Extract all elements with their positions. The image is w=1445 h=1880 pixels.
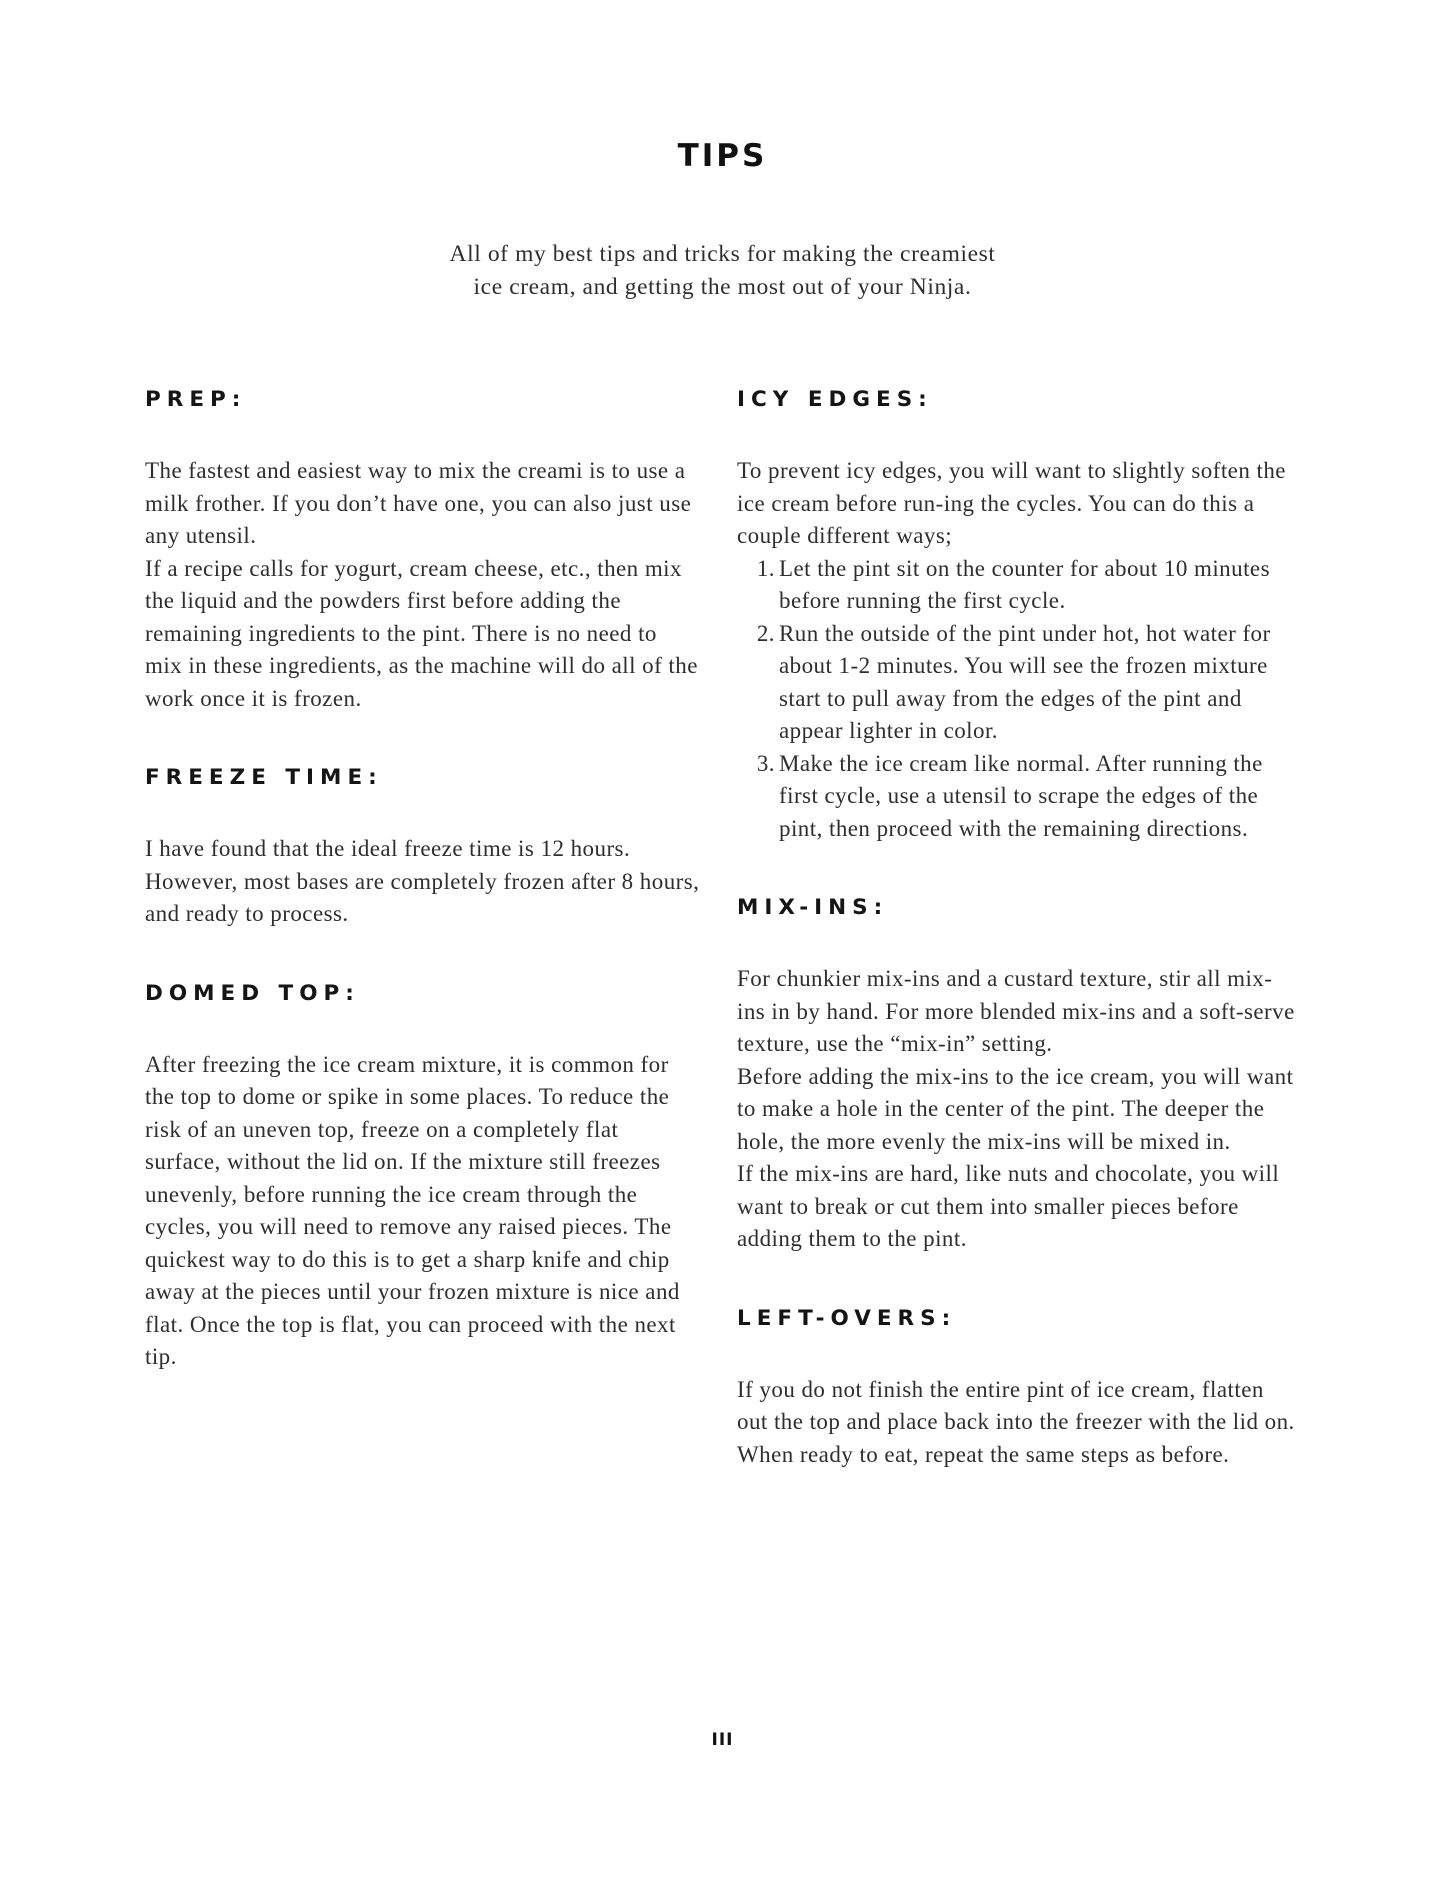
page-title: TIPS xyxy=(677,138,768,174)
freeze-time-heading: FREEZE TIME: xyxy=(145,765,383,790)
section-mix-ins xyxy=(737,894,1297,1256)
list-item xyxy=(737,618,1297,748)
intro-line-2: ice cream, and getting the most out of your Ninja. xyxy=(473,274,972,300)
step-text: Make the ice cream like normal. After running the first cycle, use a utensil to scrape the edges of the pint, then proceed with the remaining directions. xyxy=(779,750,1263,841)
domed-top-paragraph: After freezing the ice cream mixture, it is common for the top to dome or spike in some places. To reduce the risk of an uneven top, freeze on a completely flat surface, without the lid on. If the mixture still freezes unevenly, before running the ice cream through the cycles, you will need to remove any raised pieces. The quickest way to do this is to get a sharp knife and chip away at the pieces until your frozen mixture is nice and flat. Once the top is flat, you can proceed with the next tip. xyxy=(145,1051,680,1369)
list-item xyxy=(737,553,1297,618)
icy-edges-heading: ICY EDGES: xyxy=(737,387,933,412)
step-number: 3. xyxy=(756,750,775,776)
step-number: 1. xyxy=(756,555,775,581)
right-column xyxy=(737,386,1297,1520)
mix-ins-paragraph-1: For chunkier mix-ins and a custard texture, stir all mix-ins in by hand. For more blended mix-ins and a soft-serve texture, use the “mix-in” setting. xyxy=(737,966,1295,1056)
freeze-time-paragraph: I have found that the ideal freeze time is 12 hours. However, most bases are completely frozen after 8 hours, and ready to process. xyxy=(145,836,700,926)
mix-ins-paragraph-3: If the mix-ins are hard, like nuts and chocolate, you will want to break or cut them into smaller pieces before adding them to the pint. xyxy=(737,1161,1280,1251)
prep-paragraph-2: If a recipe calls for yogurt, cream cheese, etc., then mix the liquid and the powders first before adding the remaining ingredients to the pint. There is no need to mix in these ingredients, as the machine will do all of the work once it is frozen. xyxy=(145,555,698,711)
section-domed-top xyxy=(145,980,700,1374)
domed-top-heading: DOMED TOP: xyxy=(145,980,360,1006)
page-number: III xyxy=(711,1730,734,1750)
list-item xyxy=(737,748,1297,846)
left-column xyxy=(145,386,700,1423)
step-text: Let the pint sit on the counter for about 10 minutes before running the first cycle. xyxy=(779,555,1270,613)
intro-text xyxy=(0,238,1445,304)
section-icy-edges xyxy=(737,386,1297,845)
icy-edges-steps xyxy=(737,553,1297,846)
step-number: 2. xyxy=(756,620,775,646)
section-left-overs xyxy=(737,1305,1297,1472)
intro-line-1: All of my best tips and tricks for making the creamiest xyxy=(449,241,996,267)
section-prep xyxy=(145,386,700,715)
step-text: Run the outside of the pint under hot, hot water for about 1-2 minutes. You will see the frozen mixture start to pull away from the edges of the pint and appear lighter in color. xyxy=(779,620,1271,743)
mix-ins-paragraph-2: Before adding the mix-ins to the ice cream, you will want to make a hole in the center of the pint. The deeper the hole, the more evenly the mix-ins will be mixed in. xyxy=(737,1063,1294,1154)
icy-edges-intro: To prevent icy edges, you will want to slightly soften the ice cream before run-ing the cycles. You can do this a couple different ways; xyxy=(737,458,1286,548)
prep-heading: PREP: xyxy=(145,387,247,412)
prep-paragraph-1: The fastest and easiest way to mix the creami is to use a milk frother. If you don’t have one, you can also just use any utensil. xyxy=(145,458,692,548)
left-overs-heading: LEFT-OVERS: xyxy=(737,1305,957,1331)
mix-ins-heading: MIX-INS: xyxy=(737,895,889,920)
section-freeze-time xyxy=(145,764,700,931)
left-overs-paragraph: If you do not finish the entire pint of ice cream, flatten out the top and place back into the freezer with the lid on. When ready to eat, repeat the same steps as before. xyxy=(737,1376,1295,1467)
